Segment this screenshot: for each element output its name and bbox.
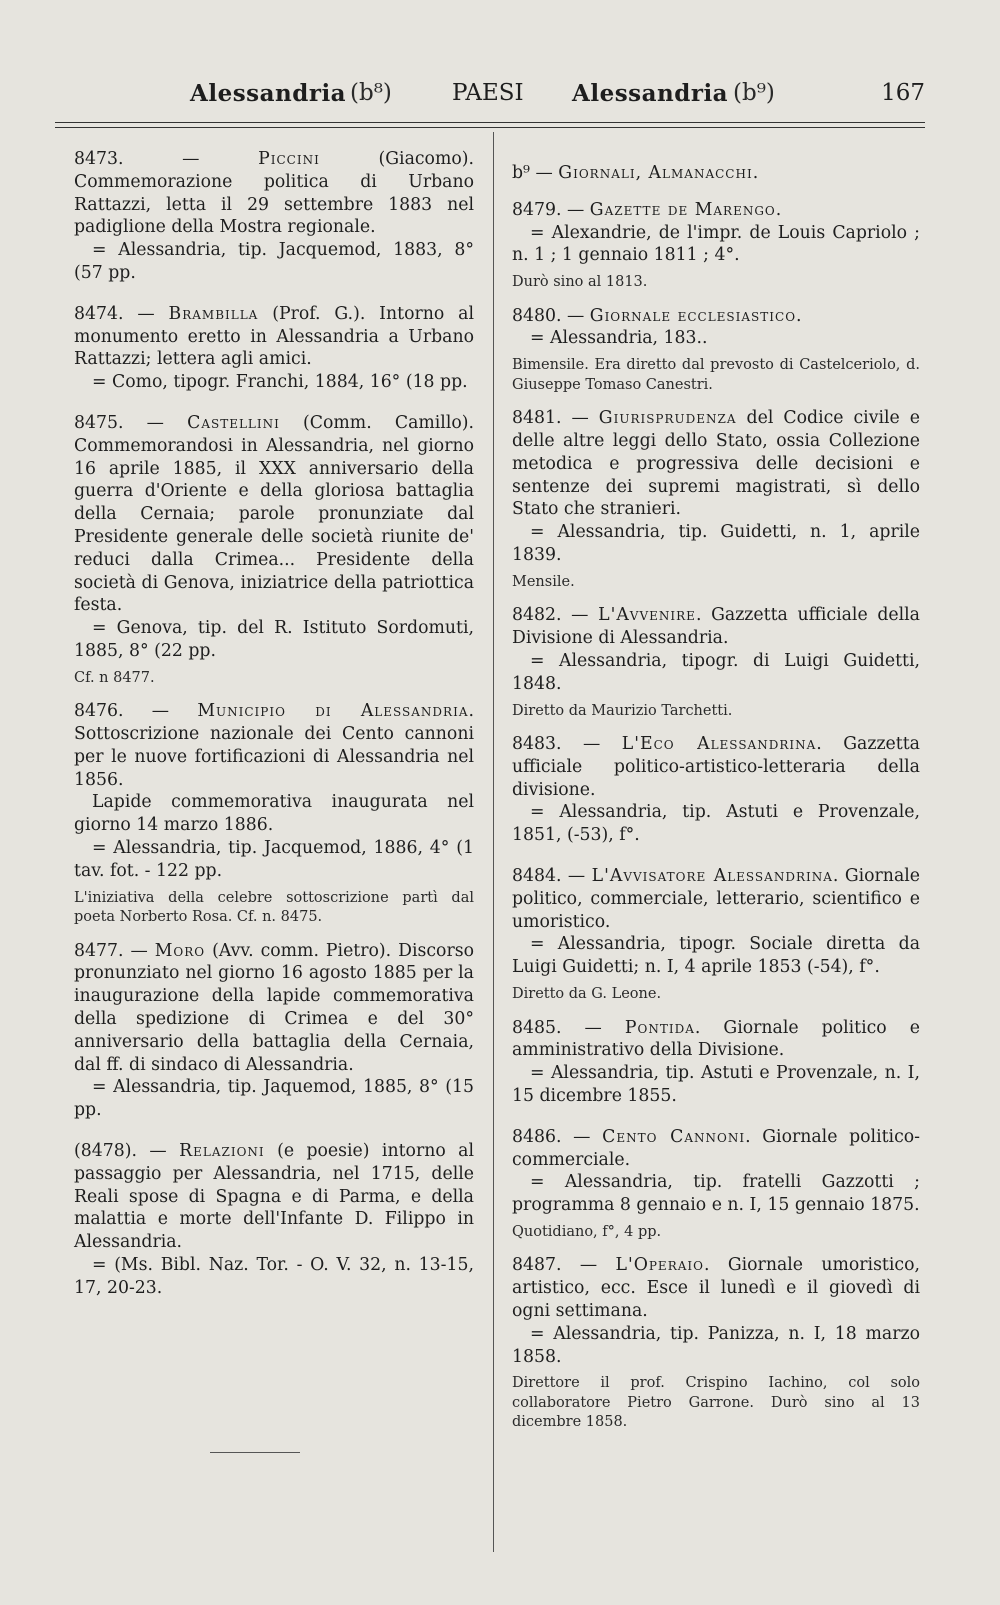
entry-text: 8486. — Cento Cannoni. Giornale politico-commerciale. [512, 1126, 920, 1170]
entry-number: 8475. [74, 412, 124, 433]
catalog-entry [74, 940, 474, 1122]
entry-description: del Codice civile e delle altre leggi dello Stato, ossia Collezione metodica e progressiva delle decisioni e sentenze dei supremi magistrati, sì dello Stato che stranieri. [512, 408, 920, 520]
entry-note: Mensile. [512, 573, 575, 590]
catalog-entry [512, 865, 920, 979]
header-rule-top [55, 122, 925, 123]
entry-author: Gazette de Marengo [589, 199, 776, 220]
entry-number: 8474. [74, 303, 124, 324]
entry-note: Direttore il prof. Crispino Iachino, col solo collaboratore Pietro Garrone. Durò sino al 13 dicembre 1858. [512, 1375, 920, 1431]
entry-author: Pontida [624, 1017, 695, 1038]
section-title: Giornali, Almanacchi. [558, 163, 760, 183]
entry-text: 8477. — Moro (Avv. comm. Pietro). Discorso pronunziato nel giorno 16 agosto 1885 per la inaugurazione della lapide commemorativa della spedizione di Crimea e del 30° anniversario della battaglia della Cernaia, dal ff. di sindaco di Alessandria. [74, 940, 474, 1075]
entry-number: 8482. [512, 605, 562, 626]
entry-number: 8473. [74, 149, 124, 169]
entry-imprint: = Alessandria, tip. Astuti e Provenzale, n. I, 15 dicembre 1855. [512, 1063, 920, 1106]
catalog-entry [512, 1126, 920, 1217]
entry-number: 8487. [512, 1255, 562, 1276]
entry-imprint: = Alessandria, tip. Panizza, n. I, 18 marzo 1858. [512, 1323, 920, 1367]
entry-imprint: = Alessandria, tip. Astuti e Provenzale, 1851, (-53), f°. [512, 802, 920, 846]
entry-note: Bimensile. Era diretto dal prevosto di Castelceriolo, d. Giuseppe Tomaso Canestri. [512, 357, 920, 393]
catalog-entry [512, 1254, 920, 1368]
header-right-section: (b⁹) [733, 80, 775, 106]
entry-description: (e poesie) intorno al passaggio per Alessandria, nel 1715, delle Reali spose di Spagna e di Parma, e della malattia e morte dell'Infante D. Filippo in Alessandria. [74, 1140, 474, 1253]
catalog-entry [512, 604, 920, 695]
entry-author: Municipio di Alessandria [197, 701, 469, 722]
header-right-city: Alessandria [572, 80, 729, 107]
entry-imprint: = Alexandrie, de l'impr. de Louis Capriolo ; n. 1 ; 1 gennaio 1811 ; 4°. [512, 222, 920, 266]
entry-text: 8480. — Giornale ecclesiastico. [512, 305, 802, 326]
entry-author: L'Avvenire [598, 605, 696, 626]
column-divider [493, 132, 494, 1552]
catalog-entry [74, 700, 474, 882]
catalog-entry [512, 199, 920, 267]
entry-description: . Gazzetta ufficiale politico-artistico-letteraria della divisione. [512, 734, 920, 800]
entry-author: L'Operaio [615, 1255, 704, 1276]
catalog-entry [74, 1140, 474, 1300]
entry-description: (Prof. G.). Intorno al monumento eretto in Alessandria a Urbano Rattazzi; lettera agli amici. [74, 303, 474, 370]
entry-description: . Giornale politico e amministrativo della Divisione. [512, 1017, 920, 1061]
entry-imprint: = Como, tipogr. Franchi, 1884, 16° (18 pp. [92, 372, 468, 393]
entry-description: . Giornale politico-commerciale. [512, 1126, 920, 1170]
entry-author: L'Avvisatore Alessandrina [591, 866, 833, 887]
header-left-section: (b⁸) [350, 80, 392, 106]
entry-number: 8483. [512, 734, 562, 755]
entry-imprint: = (Ms. Bibl. Naz. Tor. - O. V. 32, n. 13-15, 17, 20-23. [74, 1254, 474, 1298]
entry-number: 8480. [512, 305, 562, 326]
entry-text: 8474. — Brambilla (Prof. G.). Intorno al monumento eretto in Alessandria a Urbano Rattazzi; lettera agli amici. [74, 303, 474, 370]
entry-number: 8476. [74, 701, 124, 722]
entry-text: 8481. — Giurisprudenza del Codice civile e delle altre leggi dello Stato, ossia Collezione metodica e progressiva delle decisioni e sentenze dei supremi magistrati, sì dello Stato che stranieri. [512, 408, 920, 520]
entry-note: Quotidiano, f°, 4 pp. [512, 1223, 662, 1240]
entry-description: . Giornale politico, commerciale, letterario, scientifico e umoristico. [512, 866, 920, 932]
entry-imprint: = Genova, tip. del R. Istituto Sordomuti, 1885, 8° (22 pp. [74, 618, 474, 661]
entry-text: (8478). — Relazioni (e poesie) intorno al passaggio per Alessandria, nel 1715, delle Reali spose di Spagna e di Parma, e della malattia e morte dell'Infante D. Filippo in Alessandria. [74, 1140, 474, 1253]
entry-number: (8478). [74, 1140, 137, 1161]
entry-text: 8482. — L'Avvenire. Gazzetta ufficiale della Divisione di Alessandria. [512, 605, 920, 649]
header-center-title: PAESI [452, 80, 524, 106]
running-header [60, 80, 925, 120]
entry-text: 8484. — L'Avvisatore Alessandrina. Giornale politico, commerciale, letterario, scientifico e umoristico. [512, 866, 920, 932]
entry-text: 8476. — Municipio di Alessandria. Sottoscrizione nazionale dei Cento cannoni per le nuove fortificazioni di Alessandria nel 1856. [74, 701, 474, 790]
entry-number: 8486. [512, 1126, 562, 1147]
entry-text: 8487. — L'Operaio. Giornale umoristico, artistico, ecc. Esce il lunedì e il giovedì di ogni settimana. [512, 1255, 920, 1321]
entry-text: 8475. — Castellini (Comm. Camillo). Commemorandosi in Alessandria, nel giorno 16 aprile 1885, il XXX anniversario della guerra d'Oriente e della gloriosa battaglia della Cernaia; parole pronunziate dal Presidente generale delle società riunite de' reduci dalla Crimea... Presidente della società di Genova, iniziatrice della patriottica festa. [74, 412, 474, 616]
entry-description: . Gazzetta ufficiale della Divisione di Alessandria. [512, 605, 920, 649]
right-column [512, 148, 920, 1445]
entry-imprint: = Alessandria, tip. fratelli Gazzotti ; programma 8 gennaio e n. I, 15 gennaio 1875. [512, 1172, 920, 1216]
entry-imprint: = Alessandria, 183.. [530, 328, 708, 349]
entry-imprint: = Alessandria, tip. Guidetti, n. 1, aprile 1839. [512, 522, 920, 566]
section-heading: b⁹ — Giornali, Almanacchi. [512, 163, 760, 183]
entry-description: (Comm. Camillo). Commemorandosi in Alessandria, nel giorno 16 aprile 1885, il XXX anniversario della guerra d'Oriente e della gloriosa battaglia della Cernaia; parole pronunziate dal Presidente generale delle società riunite de' reduci dalla Crimea... Presidente della società di Genova, iniziatrice della patriottica festa. [74, 412, 474, 616]
section-label: b⁹ [512, 163, 530, 183]
catalog-entry [512, 733, 920, 847]
entry-author: Giurisprudenza [598, 408, 737, 429]
header-rule-bottom [55, 127, 925, 128]
entry-note: Diretto da G. Leone. [512, 986, 662, 1003]
entry-imprint: = Alessandria, tipogr. Sociale diretta da Luigi Guidetti; n. I, 4 aprile 1853 (-54), f°. [512, 934, 920, 978]
catalog-entry [512, 305, 920, 351]
entry-note: Durò sino al 1813. [512, 274, 648, 291]
entry-number: 8477. [74, 940, 124, 961]
entry-number: 8479. [512, 199, 562, 220]
entry-text: 8479. — Gazette de Marengo. [512, 199, 782, 220]
entry-description: . [796, 305, 802, 326]
entry-text: 8485. — Pontida. Giornale politico e amministrativo della Divisione. [512, 1017, 920, 1061]
entry-author: Piccini [258, 149, 320, 169]
entry-number: 8485. [512, 1017, 562, 1038]
entry-imprint: = Alessandria, tipogr. di Luigi Guidetti, 1848. [512, 650, 920, 694]
entry-note: L'iniziativa della celebre sottoscrizione partì dal poeta Norberto Rosa. Cf. n. 8475. [74, 889, 474, 926]
entry-author: Cento Cannoni [602, 1126, 746, 1147]
entry-author: L'Eco Alessandrina [621, 734, 817, 755]
catalog-entry [512, 407, 920, 567]
entry-description: . Sottoscrizione nazionale dei Cento cannoni per le nuove fortificazioni di Alessandria nel 1856. [74, 701, 474, 790]
catalog-entry [74, 412, 474, 663]
entry-description: . [775, 199, 782, 220]
catalog-entry [74, 148, 474, 285]
entry-author: Giornale ecclesiastico [589, 305, 797, 326]
entry-text: 8483. — L'Eco Alessandrina. Gazzetta ufficiale politico-artistico-letteraria della divisione. [512, 734, 920, 800]
page-number: 167 [881, 80, 925, 106]
entry-author: Castellini [187, 412, 280, 433]
entry-description: (Avv. comm. Pietro). Discorso pronunziato nel giorno 16 agosto 1885 per la inaugurazione della lapide commemorativa della spedizione di Crimea e del 30° anniversario della battaglia della Cernaia, dal ff. di sindaco di Alessandria. [74, 940, 474, 1075]
entry-extra: Lapide commemorativa inaugurata nel giorno 14 marzo 1886. [74, 792, 474, 836]
catalog-entry [74, 303, 474, 394]
right-entries [512, 199, 920, 1433]
entry-description: . Giornale umoristico, artistico, ecc. Esce il lunedì e il giovedì di ogni settimana. [512, 1255, 920, 1321]
entry-description: (Giacomo). Commemorazione politica di Urbano Rattazzi, letta il 29 settembre 1883 nel padiglione della Mostra regionale. [74, 149, 474, 238]
entry-text: 8473. — Piccini (Giacomo). Commemorazione politica di Urbano Rattazzi, letta il 29 settembre 1883 nel padiglione della Mostra regionale. [74, 149, 474, 238]
entry-author: Brambilla [168, 303, 259, 324]
entry-imprint: = Alessandria, tip. Jacquemod, 1886, 4° (1 tav. fot. - 122 pp. [74, 838, 474, 881]
entry-number: 8484. [512, 866, 562, 887]
entry-author: Moro [154, 940, 206, 961]
entry-note: Diretto da Maurizio Tarchetti. [512, 702, 733, 719]
left-column [74, 148, 474, 1318]
entry-number: 8481. [512, 408, 562, 429]
entry-imprint: = Alessandria, tip. Jacquemod, 1883, 8° (57 pp. [74, 240, 474, 283]
end-rule [210, 1452, 300, 1453]
entry-note: Cf. n 8477. [74, 669, 155, 686]
header-left-city: Alessandria [190, 80, 347, 107]
entry-imprint: = Alessandria, tip. Jaquemod, 1885, 8° (15 pp. [74, 1077, 474, 1121]
catalog-entry [512, 1017, 920, 1108]
entry-author: Relazioni [179, 1140, 265, 1161]
